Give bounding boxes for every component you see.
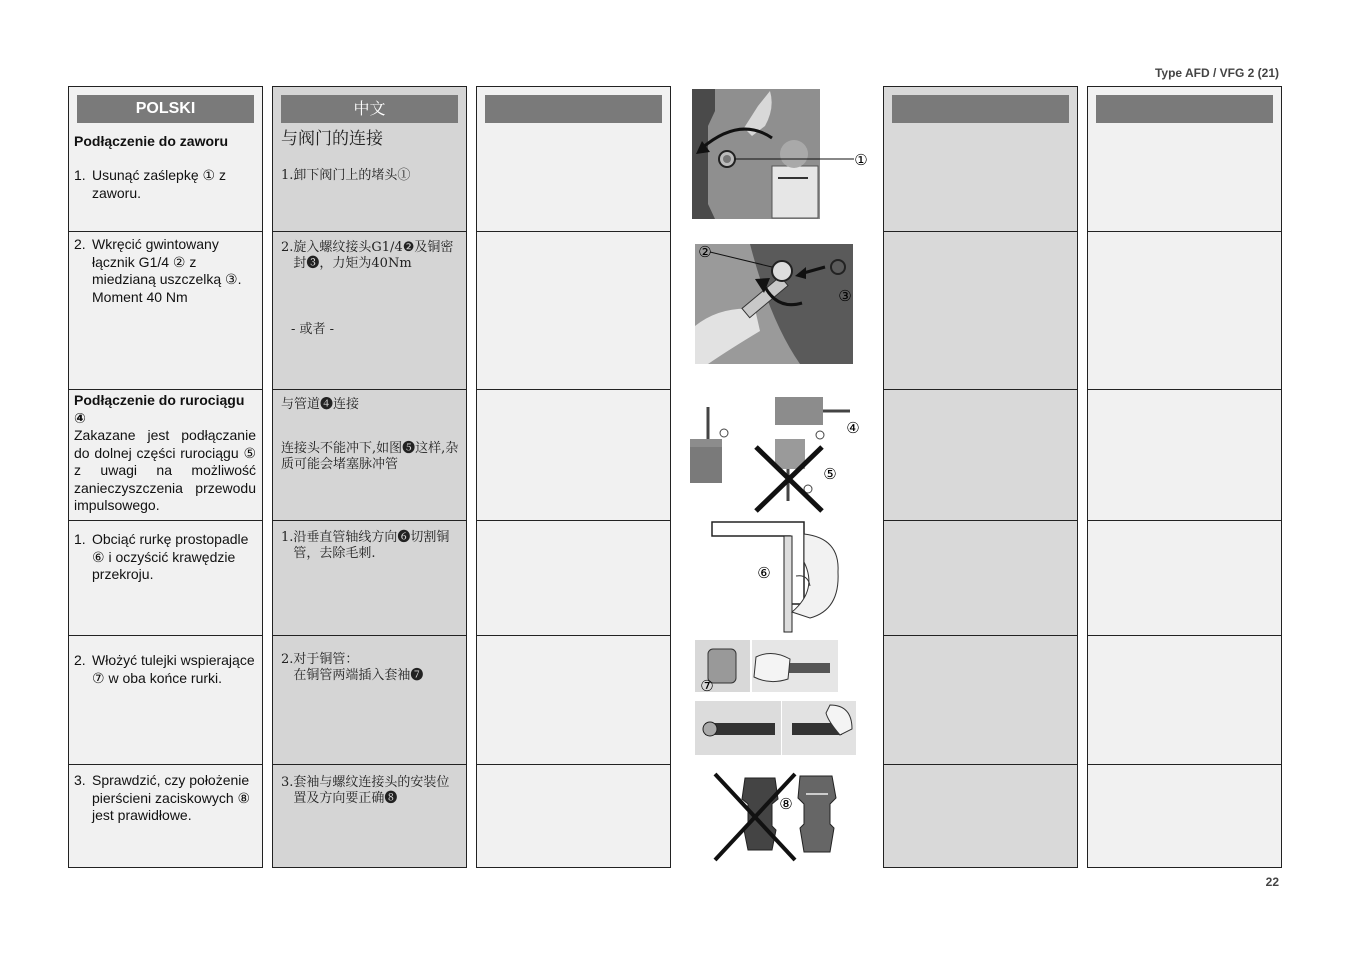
chinese-column — [272, 86, 467, 868]
empty-3-row-5 — [1088, 636, 1281, 765]
plug-one-center — [723, 155, 731, 163]
polski-step-3 — [74, 531, 256, 584]
polski-step-5-text: Sprawdzić, czy położenie pierścieni zaciskowych ⑧ jest prawidłowe. — [92, 772, 251, 823]
chinese-language-label: 中文 — [281, 95, 458, 123]
pipe-cutting-illustration — [680, 520, 875, 635]
callout-5: ⑤ — [823, 465, 837, 483]
callout-6: ⑥ — [757, 564, 771, 582]
chinese-row-5 — [273, 636, 466, 765]
polski-step-2-number: 2. — [74, 236, 86, 252]
chinese-step-5-number: 3. — [281, 775, 294, 790]
polski-step-2 — [74, 236, 256, 306]
polski-step-5 — [74, 772, 256, 825]
valve-label-plate — [772, 166, 818, 218]
chinese-row-3 — [273, 390, 466, 521]
callout-4: ④ — [846, 419, 860, 437]
polski-row-3 — [69, 390, 262, 521]
figure-nipple-install — [680, 231, 875, 389]
empty-3-row-6 — [1088, 765, 1281, 869]
chinese-section-pipe-text: 连接头不能冲下,如图❺这样,杂质可能会堵塞脉冲管 — [281, 441, 459, 472]
hand-inserting-sleeve — [754, 653, 790, 681]
figure-sleeve-insert — [680, 635, 875, 764]
nipple-install-illustration — [680, 231, 875, 389]
empty-1-row-2 — [477, 232, 670, 390]
polski-row-6 — [69, 765, 262, 869]
empty-3-row-3 — [1088, 390, 1281, 521]
pipe-left-ring — [720, 429, 728, 437]
empty-1-row-6 — [477, 765, 670, 869]
chinese-row-1 — [273, 87, 466, 232]
empty-2-row-1 — [884, 87, 1077, 232]
callout-2: ② — [698, 243, 712, 261]
empty-1-row-5 — [477, 636, 670, 765]
empty-2-row-3 — [884, 390, 1077, 521]
chinese-step-5-text: 套袖与螺纹连接头的安装位置及方向要正确❽ — [293, 775, 450, 806]
figure-compression-fittings — [680, 764, 875, 868]
chinese-step-4-line-1: 对于铜管： — [293, 652, 359, 667]
threaded-nipple — [772, 261, 792, 281]
chinese-step-2 — [281, 240, 460, 272]
sleeve-insert-illustration — [680, 635, 875, 764]
figure-valve-plug — [680, 86, 875, 231]
chinese-step-2-text: 旋入螺纹接头G1/4❷及铜密封❸，力矩为40Nm — [293, 240, 454, 271]
polski-column — [68, 86, 263, 868]
figure-pipe-cutting — [680, 520, 875, 635]
polski-section-pipe-title: Podłączenie do rurociągu ④ — [74, 392, 245, 426]
empty-1-row-1 — [477, 87, 670, 232]
empty-2-row-2 — [884, 232, 1077, 390]
sleeve-in-pipe-end — [703, 722, 717, 736]
pipe-left-body — [690, 447, 722, 483]
empty-1-row-3 — [477, 390, 670, 521]
callout-1: ① — [854, 151, 868, 169]
polski-section-valve-title: Podłączenie do zaworu — [74, 133, 229, 149]
document-type-header: Type AFD / VFG 2 (21) — [1154, 66, 1279, 80]
empty-3-row-1 — [1088, 87, 1281, 232]
empty-2-row-5 — [884, 636, 1077, 765]
empty-language-column-3 — [1087, 86, 1282, 868]
chinese-step-4 — [281, 652, 460, 684]
polski-pipe-block — [74, 392, 256, 515]
chinese-row-4 — [273, 521, 466, 636]
pipe-top-body — [775, 397, 823, 425]
polski-language-label: POLSKI — [77, 95, 254, 123]
chinese-step-3-number: 1. — [281, 530, 294, 545]
callout-3: ③ — [838, 287, 852, 305]
chinese-row-2 — [273, 232, 466, 390]
chinese-section-valve-title: 与阀门的连接 — [281, 129, 383, 149]
polski-step-1 — [74, 167, 256, 202]
empty-language-column-1 — [476, 86, 671, 868]
polski-step-5-number: 3. — [74, 772, 86, 788]
polski-step-1-text: Usunąć zaślepkę ① z zaworu. — [92, 167, 226, 201]
pipe-orientation-illustration — [680, 389, 875, 520]
polski-step-3-text: Obciąć rurkę prostopadle ⑥ i oczyścić krawędzie przekroju. — [92, 531, 249, 582]
page-number: 22 — [1265, 875, 1279, 889]
chinese-section-pipe-title: 与管道❹连接 — [281, 397, 360, 412]
polski-step-4 — [74, 652, 256, 687]
empty-language-column-2 — [883, 86, 1078, 868]
valve-plug-illustration — [680, 86, 875, 231]
fitting-correct — [798, 776, 836, 852]
illustrations-column — [680, 86, 875, 868]
empty-2-row-6 — [884, 765, 1077, 869]
polski-row-1 — [69, 87, 262, 232]
polski-row-5 — [69, 636, 262, 765]
chinese-step-3 — [281, 530, 460, 562]
plug-two — [780, 140, 808, 168]
empty-3-row-4 — [1088, 521, 1281, 636]
chinese-step-5 — [281, 775, 460, 807]
polski-step-4-number: 2. — [74, 652, 86, 668]
polski-step-4-text: Włożyć tulejki wspierające ⑦ w oba końce rurki. — [92, 652, 255, 686]
copper-pipe — [784, 536, 792, 632]
chinese-step-1: 1.卸下阀门上的堵头① — [281, 168, 411, 183]
chinese-step-4-text — [293, 652, 460, 684]
polski-step-2-text: Wkręcić gwintowany łącznik G1/4 ② z miedzianą uszczelką ③. Moment 40 Nm — [92, 236, 242, 305]
pipe-top-ring — [816, 431, 824, 439]
compression-fittings-illustration — [680, 764, 875, 868]
empty-3-row-2 — [1088, 232, 1281, 390]
polski-section-pipe-text: Zakazane jest podłączanie do dolnej części rurociągu ⑤ z uwagi na możliwość zanieczyszczenia przewodu impulsowego. — [74, 427, 256, 513]
empty-1-row-4 — [477, 521, 670, 636]
callout-8: ⑧ — [779, 795, 793, 813]
chinese-step-4-line-2: 在铜管两端插入套袖❼ — [293, 668, 424, 683]
chinese-or-separator: - 或者 - — [291, 322, 335, 337]
polski-step-1-number: 1. — [74, 167, 86, 183]
polski-row-2 — [69, 232, 262, 390]
chinese-step-4-number: 2. — [281, 652, 294, 667]
chinese-row-6 — [273, 765, 466, 869]
polski-step-3-number: 1. — [74, 531, 86, 547]
chinese-step-3-text: 沿垂直管轴线方向❻切割铜管，去除毛刺. — [293, 530, 450, 561]
figure-pipe-orientation — [680, 389, 875, 520]
callout-7: ⑦ — [700, 677, 714, 695]
chinese-step-2-number: 2. — [281, 240, 294, 255]
polski-row-4 — [69, 521, 262, 636]
empty-2-row-4 — [884, 521, 1077, 636]
